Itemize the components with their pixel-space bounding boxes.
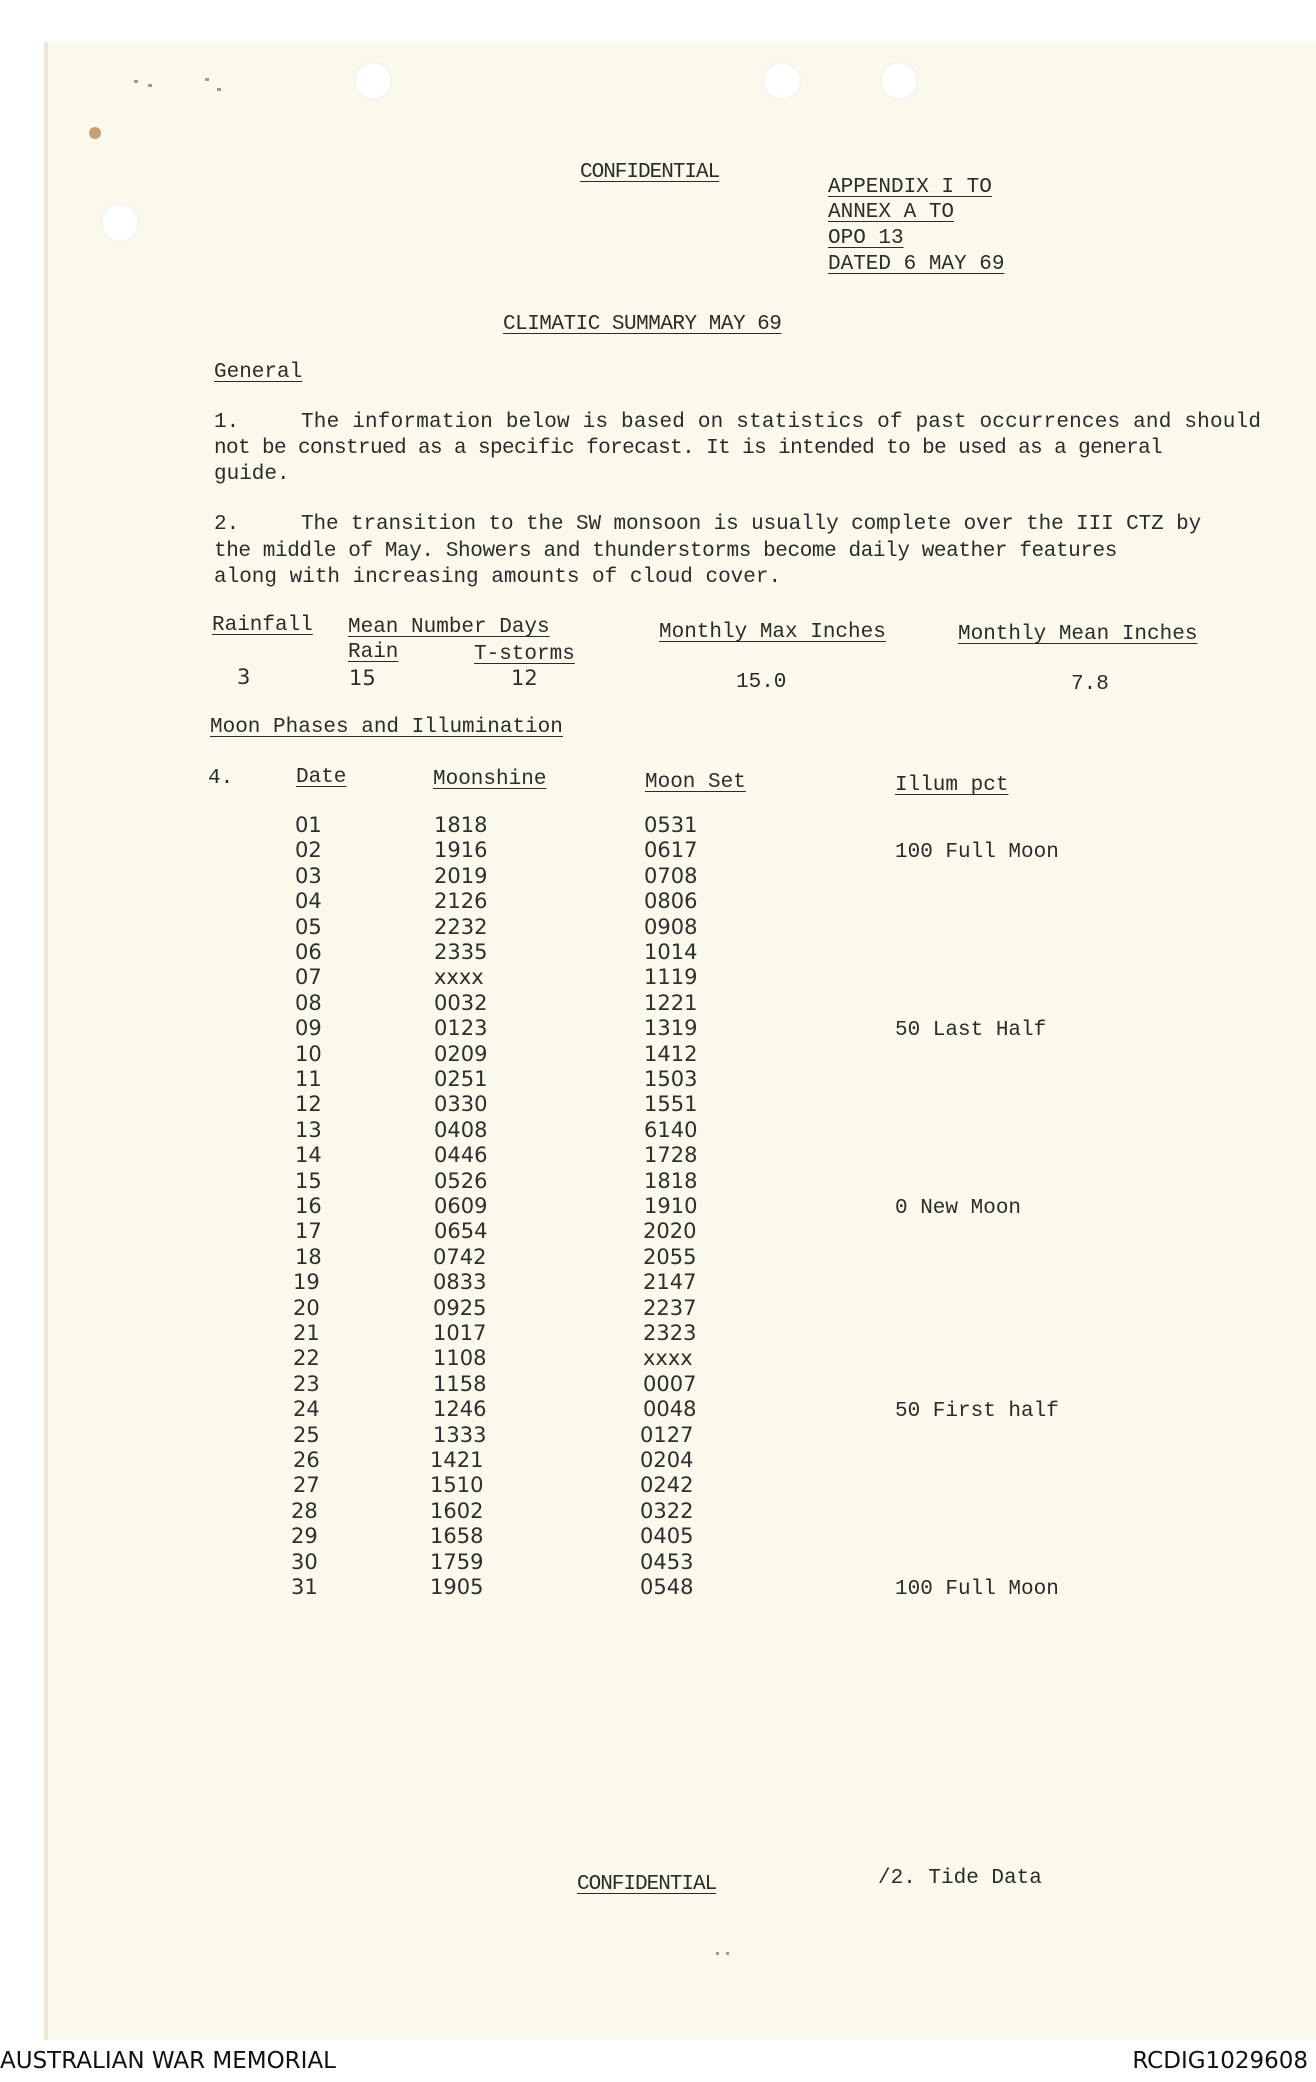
row-moonshine: 1818 bbox=[434, 813, 488, 837]
document-title: CLIMATIC SUMMARY MAY 69 bbox=[503, 313, 782, 336]
para2-line1: The transition to the SW monsoon is usually complete over the III CTZ by bbox=[301, 513, 1202, 536]
row-date: 11 bbox=[295, 1067, 322, 1091]
row-moonshine: 0925 bbox=[433, 1296, 487, 1320]
row-moonset: 1728 bbox=[644, 1143, 698, 1167]
row-moonset: 0617 bbox=[644, 838, 698, 862]
classification-bottom: CONFIDENTIAL bbox=[577, 1873, 717, 1896]
row-moonshine: 1108 bbox=[433, 1346, 487, 1370]
col-moonshine-header: Moonshine bbox=[433, 768, 547, 791]
row-moonset: 6140 bbox=[644, 1118, 698, 1142]
monthly-mean-value: 7.8 bbox=[1071, 673, 1109, 696]
monthly-max-heading: Monthly Max Inches bbox=[659, 621, 886, 644]
row-moonset: 1221 bbox=[644, 991, 698, 1015]
row-moonshine: 1658 bbox=[430, 1524, 484, 1548]
punch-hole bbox=[880, 62, 918, 100]
row-moonshine: 0330 bbox=[434, 1092, 488, 1116]
row-moonshine: 0609 bbox=[434, 1194, 488, 1218]
row-moonshine: 1333 bbox=[433, 1423, 487, 1447]
row-moonset: 0708 bbox=[644, 864, 698, 888]
row-moonset: 1412 bbox=[644, 1042, 698, 1066]
row-date: 13 bbox=[295, 1118, 322, 1142]
row-moonshine: 2232 bbox=[434, 915, 488, 939]
row-moonset: 0204 bbox=[640, 1448, 694, 1472]
document-page bbox=[44, 42, 1316, 2040]
rainfall-para-number: 3 bbox=[237, 665, 251, 689]
row-date: 24 bbox=[293, 1397, 320, 1421]
row-moonshine: 0526 bbox=[434, 1169, 488, 1193]
row-moonset: 0007 bbox=[643, 1372, 697, 1396]
row-moonset: 1319 bbox=[644, 1016, 698, 1040]
row-moonshine: 0123 bbox=[434, 1016, 488, 1040]
row-date: 18 bbox=[295, 1245, 322, 1269]
row-date: 06 bbox=[295, 940, 322, 964]
row-moonshine: xxxx bbox=[434, 965, 484, 989]
row-moonshine: 1017 bbox=[433, 1321, 487, 1345]
row-moonshine: 1421 bbox=[430, 1448, 484, 1472]
appendix-line-1: APPENDIX I TO bbox=[828, 176, 992, 199]
row-date: 17 bbox=[295, 1219, 322, 1243]
row-date: 03 bbox=[295, 864, 322, 888]
appendix-line-2: ANNEX A TO bbox=[828, 201, 955, 224]
row-moonshine: 0251 bbox=[434, 1067, 488, 1091]
row-moonshine: 1905 bbox=[430, 1575, 484, 1599]
row-moonshine: 0446 bbox=[434, 1143, 488, 1167]
row-date: 12 bbox=[295, 1092, 322, 1116]
row-moonshine: 2335 bbox=[434, 940, 488, 964]
monthly-mean-heading: Monthly Mean Inches bbox=[958, 623, 1198, 646]
punch-hole bbox=[354, 62, 392, 100]
para1-line2: not be construed as a specific forecast. It is intended to be used as a general bbox=[214, 437, 1163, 460]
speck-mark bbox=[716, 1952, 719, 1955]
row-moonshine: 1246 bbox=[433, 1397, 487, 1421]
monthly-max-value: 15.0 bbox=[736, 671, 787, 694]
row-date: 05 bbox=[295, 915, 322, 939]
row-date: 01 bbox=[295, 813, 322, 837]
row-moonset: 0453 bbox=[640, 1550, 694, 1574]
row-moonshine: 0408 bbox=[434, 1118, 488, 1142]
row-moonset: 0806 bbox=[644, 889, 698, 913]
row-moonshine: 1510 bbox=[430, 1473, 484, 1497]
row-date: 25 bbox=[293, 1423, 320, 1447]
rain-days-value: 15 bbox=[349, 666, 376, 690]
row-moonset: xxxx bbox=[643, 1346, 693, 1370]
row-moonset: 2147 bbox=[643, 1270, 697, 1294]
row-date: 02 bbox=[295, 838, 322, 862]
footer-right: RCDIG1029608 bbox=[1132, 2048, 1308, 2074]
page-edge bbox=[44, 42, 48, 2040]
row-moonset: 2020 bbox=[643, 1219, 697, 1243]
row-date: 23 bbox=[293, 1372, 320, 1396]
row-moonset: 1119 bbox=[644, 965, 698, 989]
tstorm-days-value: 12 bbox=[511, 666, 538, 690]
row-moonshine: 1158 bbox=[433, 1372, 487, 1396]
row-illum: 50 First half bbox=[895, 1400, 1059, 1423]
col-date-header: Date bbox=[296, 766, 347, 789]
row-moonset: 1014 bbox=[644, 940, 698, 964]
row-moonshine: 0833 bbox=[433, 1270, 487, 1294]
general-heading: General bbox=[214, 361, 303, 384]
row-date: 21 bbox=[293, 1321, 320, 1345]
row-date: 04 bbox=[295, 889, 322, 913]
row-moonset: 0531 bbox=[644, 813, 698, 837]
speck-mark bbox=[148, 84, 152, 87]
row-moonshine: 1759 bbox=[430, 1550, 484, 1574]
row-moonshine: 0032 bbox=[434, 991, 488, 1015]
appendix-line-4: DATED 6 MAY 69 bbox=[828, 253, 1005, 276]
speck-mark bbox=[205, 78, 209, 81]
row-moonset: 0548 bbox=[640, 1575, 694, 1599]
row-moonset: 0242 bbox=[640, 1473, 694, 1497]
row-moonset: 1503 bbox=[644, 1067, 698, 1091]
col-illum-header: Illum pct bbox=[895, 774, 1009, 797]
row-date: 20 bbox=[293, 1296, 320, 1320]
row-moonshine: 0209 bbox=[434, 1042, 488, 1066]
row-date: 26 bbox=[293, 1448, 320, 1472]
row-date: 29 bbox=[291, 1524, 318, 1548]
moon-heading: Moon Phases and Illumination bbox=[210, 716, 563, 739]
footer-left: AUSTRALIAN WAR MEMORIAL bbox=[0, 2048, 336, 2074]
row-illum: 100 Full Moon bbox=[895, 1578, 1059, 1601]
row-moonset: 0127 bbox=[640, 1423, 694, 1447]
row-date: 27 bbox=[293, 1473, 320, 1497]
row-moonset: 2055 bbox=[643, 1245, 697, 1269]
rainfall-heading: Rainfall bbox=[212, 614, 313, 637]
row-moonshine: 0742 bbox=[433, 1245, 487, 1269]
speck-mark bbox=[134, 80, 138, 83]
speck-mark bbox=[726, 1952, 729, 1955]
row-date: 28 bbox=[291, 1499, 318, 1523]
row-illum: 100 Full Moon bbox=[895, 841, 1059, 864]
row-date: 16 bbox=[295, 1194, 322, 1218]
moon-para-number: 4. bbox=[208, 767, 234, 790]
row-moonset: 0908 bbox=[644, 915, 698, 939]
tstorms-label: T-storms bbox=[474, 643, 575, 666]
row-date: 08 bbox=[295, 991, 322, 1015]
row-moonset: 1551 bbox=[644, 1092, 698, 1116]
stain-mark bbox=[89, 127, 101, 139]
row-date: 09 bbox=[295, 1016, 322, 1040]
row-date: 22 bbox=[293, 1346, 320, 1370]
punch-hole bbox=[101, 204, 139, 242]
para1-number: 1. bbox=[214, 411, 240, 434]
row-date: 07 bbox=[295, 965, 322, 989]
row-date: 14 bbox=[295, 1143, 322, 1167]
para1-line3: guide. bbox=[214, 463, 290, 486]
para2-line2: the middle of May. Showers and thunderstorms become daily weather features bbox=[214, 540, 1117, 563]
row-moonshine: 1916 bbox=[434, 838, 488, 862]
row-moonset: 2323 bbox=[643, 1321, 697, 1345]
row-moonshine: 0654 bbox=[434, 1219, 488, 1243]
para2-line3: along with increasing amounts of cloud cover. bbox=[214, 566, 782, 589]
row-moonset: 0405 bbox=[640, 1524, 694, 1548]
row-moonset: 1910 bbox=[644, 1194, 698, 1218]
speck-mark bbox=[217, 88, 221, 91]
row-date: 31 bbox=[291, 1575, 318, 1599]
row-date: 10 bbox=[295, 1042, 322, 1066]
para2-number: 2. bbox=[214, 513, 240, 536]
continuation-note: /2. Tide Data bbox=[878, 1867, 1042, 1890]
row-moonset: 2237 bbox=[643, 1296, 697, 1320]
appendix-line-3: OPO 13 bbox=[828, 227, 904, 250]
row-moonshine: 2019 bbox=[434, 864, 488, 888]
row-date: 15 bbox=[295, 1169, 322, 1193]
para1-line1: The information below is based on statistics of past occurrences and should bbox=[301, 411, 1262, 434]
row-moonset: 0322 bbox=[640, 1499, 694, 1523]
row-moonshine: 1602 bbox=[430, 1499, 484, 1523]
row-illum: 0 New Moon bbox=[895, 1197, 1022, 1220]
row-illum: 50 Last Half bbox=[895, 1019, 1047, 1042]
mean-days-heading: Mean Number Days bbox=[348, 616, 550, 639]
row-moonshine: 2126 bbox=[434, 889, 488, 913]
rain-label: Rain bbox=[348, 641, 399, 664]
row-moonset: 0048 bbox=[643, 1397, 697, 1421]
classification-top: CONFIDENTIAL bbox=[580, 161, 720, 184]
row-date: 30 bbox=[291, 1550, 318, 1574]
punch-hole bbox=[763, 62, 801, 100]
row-date: 19 bbox=[293, 1270, 320, 1294]
col-moonset-header: Moon Set bbox=[645, 771, 746, 794]
row-moonset: 1818 bbox=[644, 1169, 698, 1193]
